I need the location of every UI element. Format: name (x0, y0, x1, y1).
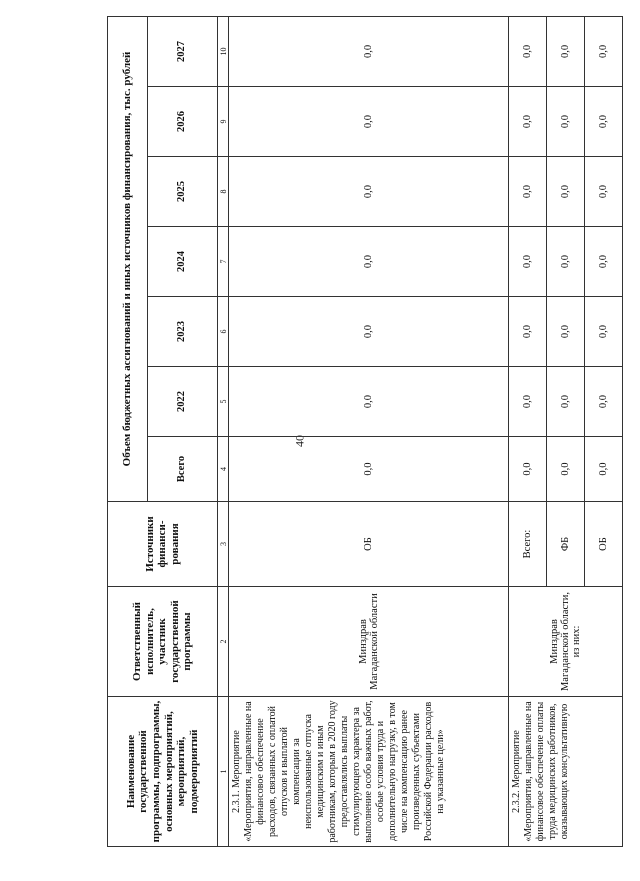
header-program-name: Наименование государственной программы, подпрограммы, основных мероприятий, мероприятий, подмероприятий (108, 697, 218, 847)
value-year: 0,0 (509, 157, 547, 227)
column-number: 8 (218, 157, 229, 227)
value-year: 0,0 (509, 16, 547, 86)
value-year: 0,0 (509, 297, 547, 367)
source-cell: ОБ (585, 502, 623, 587)
header-year: 2023 (148, 297, 218, 367)
header-executor: Ответственный исполнитель, участник государственной программы (108, 587, 218, 697)
value-year: 0,0 (509, 227, 547, 297)
funding-table (107, 16, 623, 847)
value-year: 0,0 (547, 367, 585, 437)
value-total: 0,0 (229, 437, 509, 502)
header-year: 2024 (148, 227, 218, 297)
event-name-cell: 2.3.1. Мероприятие «Мероприятия, направленные на финансовое обеспечение расходов, связанных с оплатой отпусков и выплатой компенсации за неиспользованные отпуска медицинским и иным работникам, которым в 2020 году предоставлялись выплаты стимулирующего характера за выполнение особо важных работ, особые условия труда и дополнительную нагрузку, в том числе на компенсацию ранее произведенных субъектами Российской Федерации расходов на указанные цели» (229, 697, 509, 847)
table-row (229, 16, 509, 846)
column-number: 6 (218, 297, 229, 367)
executor-cell: Минздрав Магаданской области (229, 587, 509, 697)
value-year: 0,0 (585, 16, 623, 86)
value-year: 0,0 (509, 87, 547, 157)
value-year: 0,0 (547, 16, 585, 86)
executor-cell: Минздрав Магаданской области, из них: (509, 587, 623, 697)
header-year: 2026 (148, 87, 218, 157)
column-number: 3 (218, 502, 229, 587)
column-number: 9 (218, 87, 229, 157)
source-cell: ФБ (547, 502, 585, 587)
column-number: 2 (218, 587, 229, 697)
header-funding-source: Источники финанси-рования (108, 502, 218, 587)
header-year: 2025 (148, 157, 218, 227)
column-number: 5 (218, 367, 229, 437)
value-year: 0,0 (547, 157, 585, 227)
header-year: 2022 (148, 367, 218, 437)
value-total: 0,0 (509, 437, 547, 502)
value-year: 0,0 (585, 297, 623, 367)
value-year: 0,0 (547, 227, 585, 297)
page-number: 40 (292, 435, 307, 447)
value-year: 0,0 (229, 87, 509, 157)
column-number: 10 (218, 16, 229, 86)
value-year: 0,0 (547, 87, 585, 157)
event-name-cell: 2.3.2. Мероприятие «Мероприятия, направленные на финансовое обеспечение оплаты труда медицинских работников, оказывающих консультативную (509, 697, 623, 847)
column-number: 7 (218, 227, 229, 297)
header-total: Всего (148, 437, 218, 502)
source-cell: ОБ (229, 502, 509, 587)
value-year: 0,0 (585, 227, 623, 297)
value-year: 0,0 (229, 16, 509, 86)
value-total: 0,0 (547, 437, 585, 502)
value-year: 0,0 (585, 87, 623, 157)
value-year: 0,0 (229, 297, 509, 367)
value-year: 0,0 (229, 367, 509, 437)
value-year: 0,0 (547, 297, 585, 367)
value-year: 0,0 (585, 367, 623, 437)
value-year: 0,0 (229, 227, 509, 297)
header-year: 2027 (148, 16, 218, 86)
header-funding-volume: Объем бюджетных ассигнований и иных источников финансирования, тыс. рублей (108, 16, 148, 501)
rotated-table-container (107, 17, 617, 847)
value-year: 0,0 (509, 367, 547, 437)
value-total: 0,0 (585, 437, 623, 502)
column-number: 1 (218, 697, 229, 847)
column-number: 4 (218, 437, 229, 502)
value-year: 0,0 (229, 157, 509, 227)
source-cell: Всего: (509, 502, 547, 587)
value-year: 0,0 (585, 157, 623, 227)
table-row (509, 16, 547, 846)
